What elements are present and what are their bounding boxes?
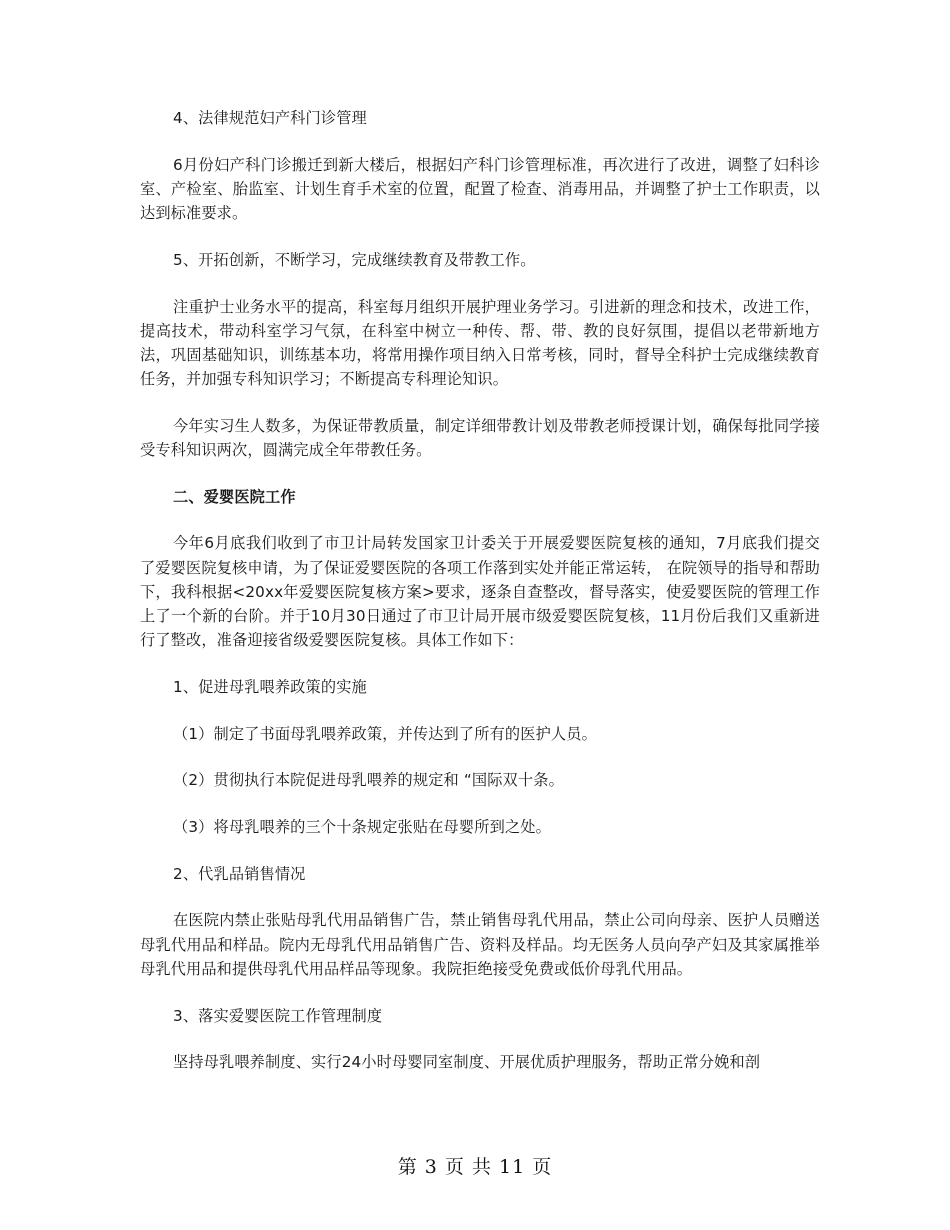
page-number-footer: 第 3 页 共 11 页 — [397, 1156, 553, 1178]
list-item-post-rules: （3）将母乳喂养的三个十条规定张贴在母婴所到之处。 — [173, 818, 551, 837]
section-heading-legal-management: 4、法律规范妇产科门诊管理 — [173, 109, 367, 127]
list-item-implement-rules: （2）贯彻执行本院促进母乳喂养的规定和 “国际双十条。 — [173, 771, 564, 790]
section-heading-breastfeeding-policy: 1、促进母乳喂养政策的实施 — [173, 677, 367, 696]
paragraph-rooming-in: 坚持母乳喂养制度、实行24小时母婴同室制度、开展优质护理服务，帮助正常分娩和剖 — [173, 1053, 761, 1072]
section-heading-innovation-learning: 5、开拓创新，不断学习，完成继续教育及带教工作。 — [173, 250, 536, 269]
section-heading-management-system: 3、落实爱婴医院工作管理制度 — [173, 1006, 383, 1025]
paragraph-clinic-relocation: 6月份妇产科门诊搬迁到新大楼后，根据妇产科门诊管理标准，再次进行了改进，调整了妇科诊室、产检室、胎监室、计划生育手术室的位置，配置了检查、消毒用品，并调整了护士工作职责，以达到标准要求。 — [140, 155, 820, 223]
paragraph-baby-friendly-review: 今年6月底我们收到了市卫计局转发国家卫计委关于开展爱婴医院复核的通知，7月底我们提交了爱婴医院复核申请，为了保证爱婴医院的各项工作落到实处并能正常运转， 在院领导的指导和帮助下，我科根据<20xx年爱婴医院复核方案>要求，逐条自查整改，督导落实，使爱婴医院的管理工作上了一个新的台阶。并于10月30日通过了市卫计局开展市级爱婴医院复核，11月份后我们又重新进行了整改，准备迎接省级爱婴医院复核。具体工作如下： — [140, 534, 820, 650]
paragraph-intern-teaching: 今年实习生人数多，为保证带教质量，制定详细带教计划及带教老师授课计划，确保每批同学接受专科知识两次，圆满完成全年带教任务。 — [140, 416, 820, 460]
section-heading-substitute-sales: 2、代乳品销售情况 — [173, 864, 306, 883]
list-item-written-policy: （1）制定了书面母乳喂养政策，并传达到了所有的医护人员。 — [173, 724, 597, 743]
document-body — [140, 106, 820, 1097]
section-title-baby-friendly-hospital: 二、爱婴医院工作 — [173, 487, 296, 506]
paragraph-nurse-training: 注重护士业务水平的提高，科室每月组织开展护理业务学习。引进新的理念和技术，改进工作，提高技术，带动科室学习气氛，在科室中树立一种传、帮、带、教的良好氛围，提倡以老带新地方法，巩固基础知识，训练基本功，将常用操作项目纳入日常考核，同时，督导全科护士完成继续教育任务，并加强专科知识学习；不断提高专科理论知识。 — [140, 297, 820, 389]
paragraph-substitute-ban: 在医院内禁止张贴母乳代用品销售广告，禁止销售母乳代用品，禁止公司向母亲、医护人员赠送母乳代用品和样品。院内无母乳代用品销售广告、资料及样品。均无医务人员向孕产妇及其家属推举母乳代用品和提供母乳代用品样品等现象。我院拒绝接受免费或低价母乳代用品。 — [140, 911, 820, 978]
